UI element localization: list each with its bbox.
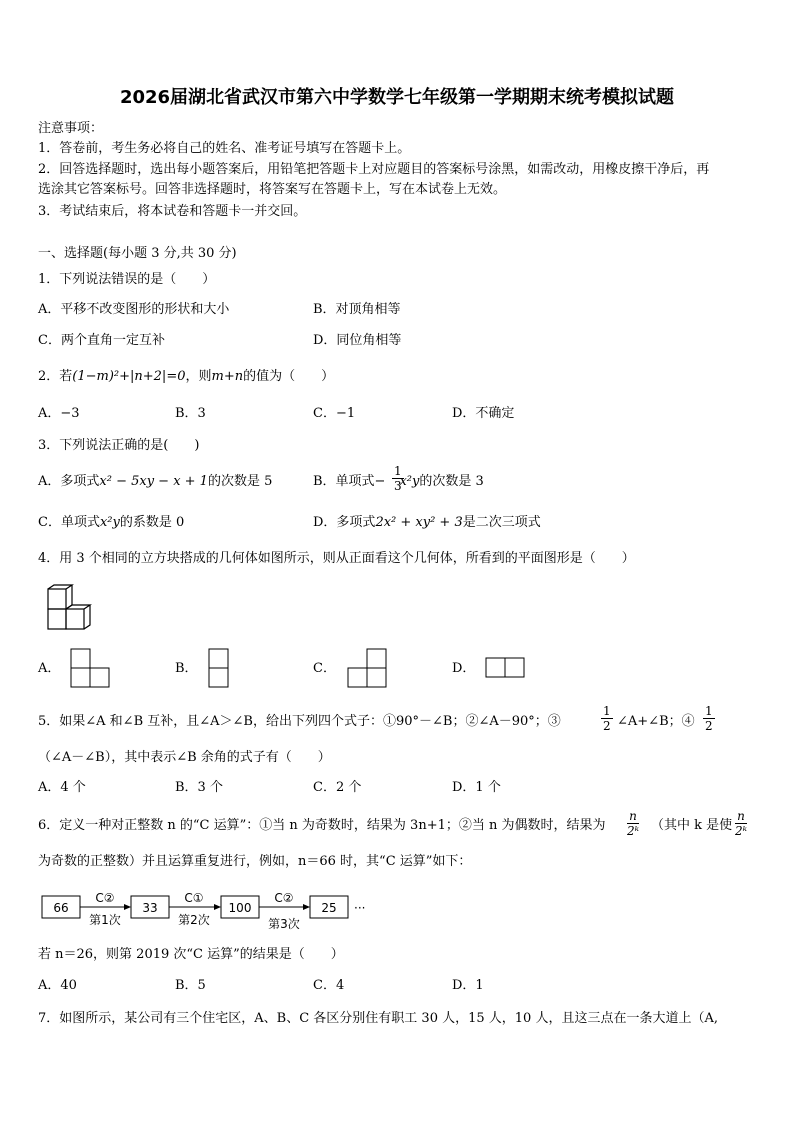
option-d: D．1	[452, 978, 484, 993]
notice-heading: 注意事项：	[38, 121, 104, 136]
fraction-numerator: 1	[394, 464, 402, 478]
option-c: C．	[313, 661, 336, 676]
option-c: C．4	[313, 978, 345, 993]
option-text: A．多项式	[38, 474, 100, 489]
question-stem: 4．用 3 个相同的立方块搭成的几何体如图所示，则从正面看这个几何体，所看到的平面图形是（ ）	[38, 551, 635, 566]
option-b-figure	[208, 648, 230, 688]
option-a: A．平移不改变图形的形状和大小	[38, 302, 230, 317]
option-d: D．不确定	[452, 406, 515, 421]
question-stem: 5．如果∠A 和∠B 互补，且∠A＞∠B，给出下列四个式子：①90°－∠B；②∠A－90°；③	[38, 714, 561, 729]
option-a-figure	[70, 648, 110, 688]
notice-item: 2．回答选择题时，选出每小题答案后，用铅笔把答题卡上对应题目的答案标号涂黑，如需改动，用橡皮擦干净后，再	[38, 162, 710, 177]
fraction-numerator: 1	[603, 704, 611, 718]
fraction	[703, 704, 715, 733]
fraction-numerator: n	[737, 809, 745, 823]
flow-box-label: 33	[142, 901, 158, 915]
option-text: 的次数是 3	[419, 474, 484, 489]
fraction	[601, 704, 613, 733]
question-stem: 3．下列说法正确的是( )	[38, 438, 200, 453]
option-d: D．	[452, 661, 476, 676]
option-b: B．3	[175, 406, 206, 421]
page-title: 2026届湖北省武汉市第六中学数学七年级第一学期期末统考模拟试题	[119, 87, 675, 108]
flow-op-label: C②	[274, 891, 294, 905]
stem-text: 2．若	[38, 369, 73, 384]
flow-box-label: 100	[228, 901, 252, 915]
option-text: 是二次三项式	[462, 515, 541, 530]
flow-step-label: 第1次	[89, 913, 121, 927]
notice-item: 1．答卷前，考生务必将自己的姓名、准考证号填写在答题卡上。	[38, 141, 411, 156]
option-a	[38, 474, 272, 490]
fraction	[392, 464, 404, 493]
stem-text: （其中 k 是使	[651, 818, 733, 833]
flow-ellipsis: ···	[354, 901, 366, 915]
math-expression: 2x² + xy² + 3	[375, 515, 463, 530]
option-a: A．−3	[38, 406, 80, 421]
option-d	[313, 515, 541, 531]
option-d: D．同位角相等	[313, 333, 402, 348]
fraction	[735, 809, 747, 838]
c-operation-flow	[40, 886, 380, 930]
option-c	[38, 515, 184, 531]
option-text: C．单项式	[38, 515, 100, 530]
option-c: C．−1	[313, 406, 356, 421]
flow-box-label: 25	[321, 901, 337, 915]
cube-solid-figure	[46, 585, 98, 631]
fraction-denominator: 2ᵏ	[627, 824, 640, 838]
flow-op-label: C②	[95, 891, 115, 905]
fraction-denominator: 2	[705, 719, 713, 733]
section-heading: 一、选择题(每小题 3 分,共 30 分)	[38, 246, 237, 261]
math-expression: m+n	[211, 369, 244, 384]
math-expression: (1−m)²+|n+2|=0	[72, 369, 186, 384]
fraction-numerator: n	[629, 809, 637, 823]
math-expression: x² − 5xy − x + 1	[99, 474, 208, 489]
stem-text: ，则	[185, 369, 212, 384]
option-text: B．单项式−	[313, 474, 386, 489]
option-b: B．	[175, 661, 198, 676]
question-stem: 6．定义一种对正整数 n 的“C 运算”：①当 n 为奇数时，结果为 3n+1；②当 n 为偶数时，结果为	[38, 818, 606, 833]
option-text: 的次数是 5	[207, 474, 273, 489]
option-d-figure	[485, 657, 525, 679]
question-stem: 7．如图所示，某公司有三个住宅区，A、B、C 各区分别住有职工 30 人，15 人，10 人，且这三点在一条大道上（A,	[38, 1011, 718, 1026]
fraction-denominator: 2	[603, 719, 611, 733]
fraction	[627, 809, 639, 838]
stem-text: （∠A－∠B），其中表示∠B 余角的式子有（ ）	[38, 750, 331, 765]
question-stem	[38, 369, 334, 385]
option-b: B．5	[175, 978, 206, 993]
math-expression: x²y	[399, 474, 420, 489]
option-text: 的系数是 0	[119, 515, 185, 530]
notice-item: 3．考试结束后，将本试卷和答题卡一并交回。	[38, 204, 307, 219]
flow-box-label: 66	[53, 901, 69, 915]
flow-step-label: 第3次	[268, 917, 300, 931]
fraction-denominator: 2ᵏ	[735, 824, 748, 838]
option-b: B．对顶角相等	[313, 302, 401, 317]
option-d: D．1 个	[452, 780, 501, 795]
option-c-figure	[347, 648, 387, 688]
fraction-denominator: 3	[394, 479, 402, 493]
stem-text: 为奇数的正整数）并且运算重复进行，例如，n＝66 时，其“C 运算”如下：	[38, 854, 472, 869]
option-c: C．两个直角一定互补	[38, 333, 165, 348]
option-c: C．2 个	[313, 780, 362, 795]
question-stem: 若 n＝26，则第 2019 次“C 运算”的结果是（ ）	[38, 947, 344, 962]
stem-text: ∠A+∠B；④	[617, 714, 695, 729]
notice-item: 选涂其它答案标号。回答非选择题时，将答案写在答题卡上，写在本试卷上无效。	[38, 182, 507, 197]
option-a: A．40	[38, 978, 77, 993]
math-expression: x²y	[99, 515, 120, 530]
question-stem: 1．下列说法错误的是（ ）	[38, 272, 216, 287]
option-b: B．3 个	[175, 780, 223, 795]
option-a: A．4 个	[38, 780, 86, 795]
flow-op-label: C①	[184, 891, 204, 905]
fraction-numerator: 1	[705, 704, 713, 718]
flow-step-label: 第2次	[178, 913, 210, 927]
stem-text: 的值为（ ）	[243, 369, 335, 384]
option-a: A．	[38, 661, 61, 676]
option-text: D．多项式	[313, 515, 376, 530]
